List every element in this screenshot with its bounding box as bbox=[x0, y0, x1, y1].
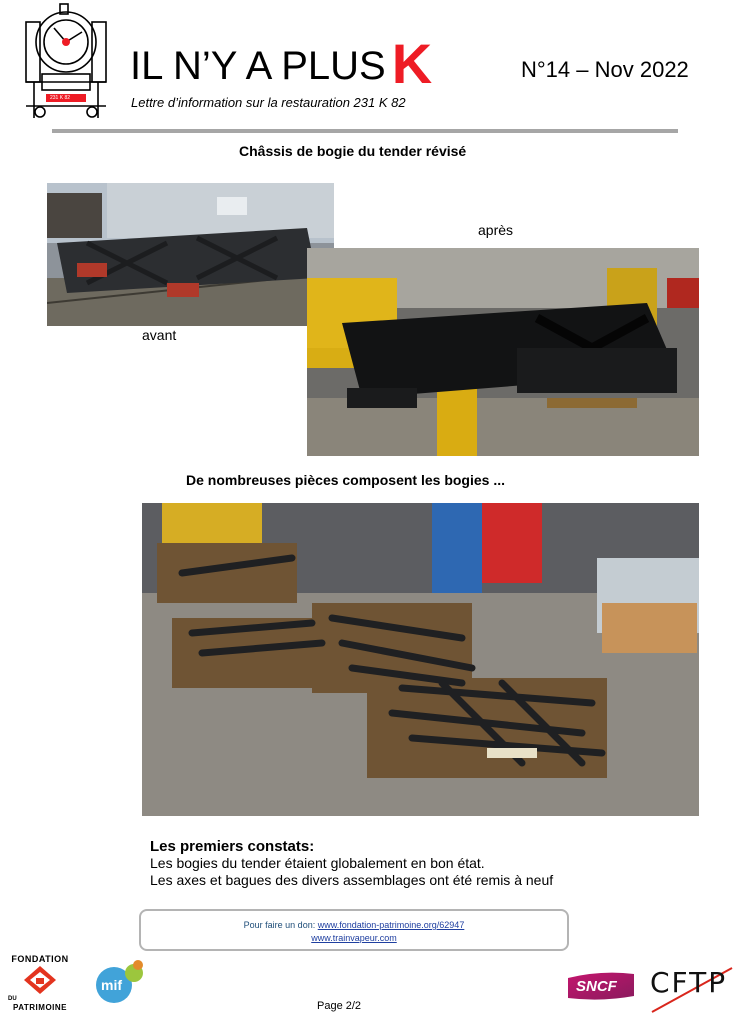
photo-bogie-after bbox=[307, 248, 699, 456]
photo-bogie-parts bbox=[142, 503, 699, 816]
caption-before: avant bbox=[142, 327, 177, 343]
locomotive-logo bbox=[20, 2, 112, 120]
observations-line: Les axes et bagues des divers assemblages ont été remis à neuf bbox=[150, 872, 554, 888]
fdp-text-bottom: PATRIMOINE bbox=[12, 1003, 68, 1012]
section-heading-parts: De nombreuses pièces composent les bogies ... bbox=[186, 472, 505, 488]
caption-after: après bbox=[478, 222, 514, 238]
title-main: IL N’Y A PLUS bbox=[130, 44, 386, 88]
page-number: Page 2/2 bbox=[317, 1000, 362, 1012]
observations-line: Les bogies du tender étaient globalement en bon état. bbox=[150, 855, 485, 871]
header-divider bbox=[52, 129, 678, 133]
mif-text: mif bbox=[101, 977, 122, 993]
locomotive-plate: 231 K 82 bbox=[50, 95, 71, 101]
issue-number: N°14 – Nov 2022 bbox=[521, 57, 689, 82]
fdp-text-top: FONDATION bbox=[11, 954, 69, 964]
donation-label: Pour faire un don: bbox=[243, 920, 316, 930]
donation-box bbox=[139, 909, 569, 951]
donation-link-fondation[interactable]: www.fondation-patrimoine.org/62947 bbox=[317, 920, 465, 930]
section-heading-chassis: Châssis de bogie du tender révisé bbox=[239, 143, 467, 159]
observations-title: Les premiers constats: bbox=[150, 838, 315, 855]
sncf-text: SNCF bbox=[576, 978, 617, 995]
cftp-logo bbox=[648, 962, 736, 1014]
donation-link-trainvapeur[interactable]: www.trainvapeur.com bbox=[311, 933, 397, 943]
cftp-text: CFTP bbox=[650, 966, 728, 999]
title-accent: K bbox=[391, 32, 433, 95]
newsletter-subtitle: Lettre d’information sur la restauration 231 K 82 bbox=[131, 95, 406, 110]
observations-block bbox=[150, 838, 553, 889]
newsletter-title bbox=[130, 32, 433, 95]
fdp-text-du: DU bbox=[8, 996, 17, 1002]
mif-logo bbox=[90, 957, 150, 1005]
sncf-logo bbox=[568, 970, 634, 1002]
photo-bogie-before bbox=[47, 183, 334, 326]
fondation-patrimoine-logo bbox=[5, 954, 75, 1016]
